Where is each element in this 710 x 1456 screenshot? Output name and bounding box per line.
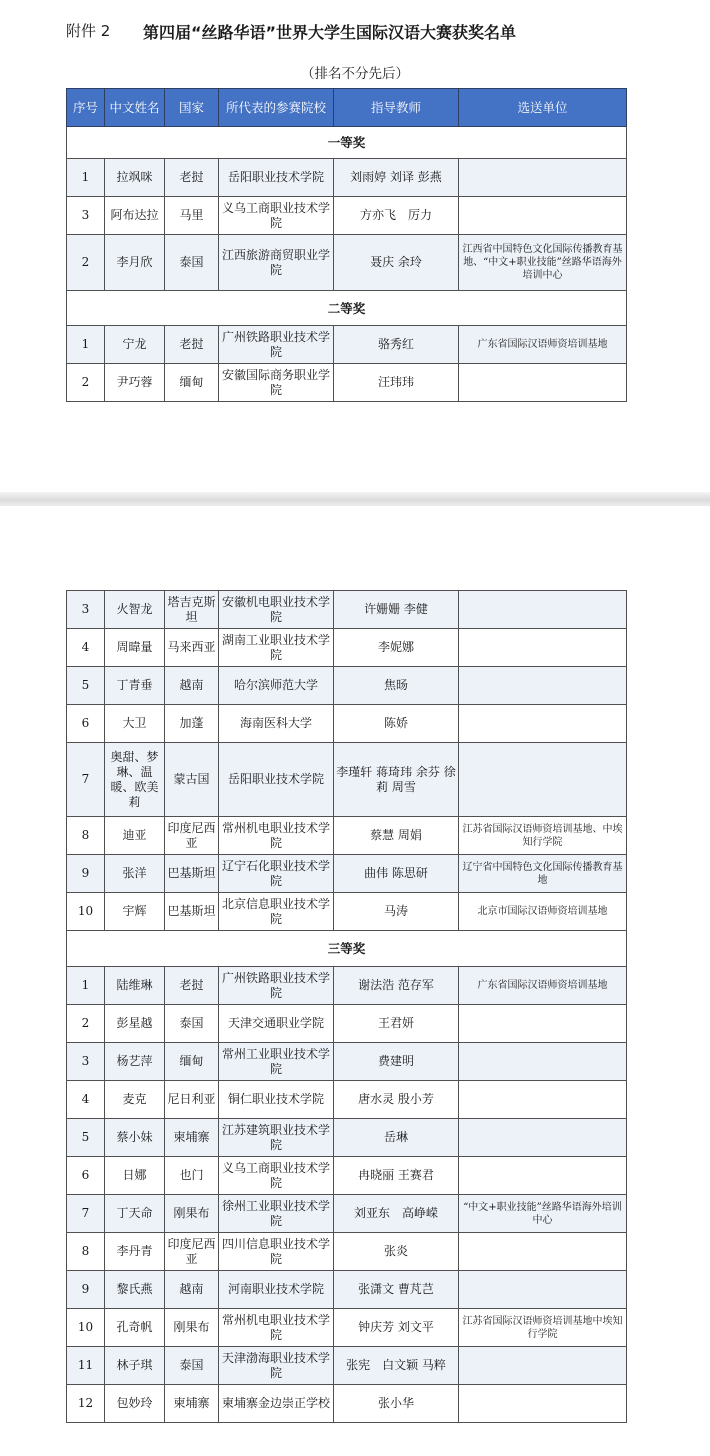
cell-no: 4 [67, 1081, 105, 1119]
table-row [67, 1385, 627, 1423]
cell-school: 江西旅游商贸职业学院 [219, 235, 334, 291]
cell-no: 4 [67, 629, 105, 667]
cell-no: 9 [67, 855, 105, 893]
cell-name: 麦克 [105, 1081, 165, 1119]
cell-teacher: 冉晓丽 王赛君 [334, 1157, 459, 1195]
prize-level-label: 三等奖 [67, 931, 627, 967]
table-row [67, 743, 627, 817]
section-header-row [67, 931, 627, 967]
cell-school: 安徽国际商务职业学院 [219, 364, 334, 402]
table-row [67, 159, 627, 197]
cell-no: 2 [67, 364, 105, 402]
cell-teacher: 谢法浩 范存军 [334, 967, 459, 1005]
cell-country: 缅甸 [165, 364, 219, 402]
cell-unit: 北京市国际汉语师资培训基地 [459, 893, 627, 931]
column-header-unit: 选送单位 [459, 89, 627, 127]
column-header-name: 中文姓名 [105, 89, 165, 127]
cell-unit: 江苏省国际汉语师资培训基地中埃知行学院 [459, 1309, 627, 1347]
cell-unit [459, 705, 627, 743]
cell-school: 岳阳职业技术学院 [219, 159, 334, 197]
cell-teacher: 岳琳 [334, 1119, 459, 1157]
cell-teacher: 许姗姗 李健 [334, 591, 459, 629]
cell-unit [459, 1385, 627, 1423]
column-header-country: 国家 [165, 89, 219, 127]
cell-teacher: 李妮娜 [334, 629, 459, 667]
cell-unit: “中文+职业技能”丝路华语海外培训中心 [459, 1195, 627, 1233]
cell-name: 大卫 [105, 705, 165, 743]
award-table-page-1 [66, 88, 627, 402]
cell-country: 越南 [165, 667, 219, 705]
cell-teacher: 费建明 [334, 1043, 459, 1081]
cell-school: 安徽机电职业技术学院 [219, 591, 334, 629]
cell-name: 拉飒咪 [105, 159, 165, 197]
cell-unit [459, 1043, 627, 1081]
cell-teacher: 钟庆芳 刘文平 [334, 1309, 459, 1347]
cell-no: 10 [67, 893, 105, 931]
cell-no: 2 [67, 1005, 105, 1043]
cell-teacher: 张潇文 曹芃芑 [334, 1271, 459, 1309]
cell-name: 丁青垂 [105, 667, 165, 705]
cell-no: 7 [67, 1195, 105, 1233]
cell-country: 印度尼西亚 [165, 817, 219, 855]
table-row [67, 1005, 627, 1043]
cell-school: 江苏建筑职业技术学院 [219, 1119, 334, 1157]
cell-no: 1 [67, 159, 105, 197]
cell-name: 蔡小妹 [105, 1119, 165, 1157]
document-title: 第四届“丝路华语”世界大学生国际汉语大赛获奖名单 [143, 23, 517, 42]
cell-name: 日娜 [105, 1157, 165, 1195]
cell-no: 2 [67, 235, 105, 291]
table-header-row [67, 89, 627, 127]
table-row [67, 1081, 627, 1119]
cell-school: 河南职业技术学院 [219, 1271, 334, 1309]
cell-name: 包妙玲 [105, 1385, 165, 1423]
cell-no: 7 [67, 743, 105, 817]
cell-no: 6 [67, 1157, 105, 1195]
cell-country: 马来西亚 [165, 629, 219, 667]
cell-teacher: 刘亚东 高峥嵘 [334, 1195, 459, 1233]
table-row [67, 235, 627, 291]
cell-name: 林子琪 [105, 1347, 165, 1385]
cell-school: 常州工业职业技术学院 [219, 1043, 334, 1081]
cell-name: 阿布达拉 [105, 197, 165, 235]
cell-teacher: 张宪 白文颖 马粹 [334, 1347, 459, 1385]
cell-unit: 辽宁省中国特色文化国际传播教育基地 [459, 855, 627, 893]
cell-school: 哈尔滨师范大学 [219, 667, 334, 705]
cell-teacher: 唐水灵 殷小芳 [334, 1081, 459, 1119]
cell-name: 李丹青 [105, 1233, 165, 1271]
cell-school: 广州铁路职业技术学院 [219, 326, 334, 364]
cell-teacher: 汪玮玮 [334, 364, 459, 402]
cell-unit [459, 1271, 627, 1309]
cell-school: 天津渤海职业技术学院 [219, 1347, 334, 1385]
cell-name: 丁天命 [105, 1195, 165, 1233]
cell-no: 11 [67, 1347, 105, 1385]
cell-unit [459, 1347, 627, 1385]
cell-country: 塔吉克斯坦 [165, 591, 219, 629]
cell-school: 北京信息职业技术学院 [219, 893, 334, 931]
cell-name: 宇辉 [105, 893, 165, 931]
cell-no: 3 [67, 591, 105, 629]
cell-country: 柬埔寨 [165, 1119, 219, 1157]
table-row [67, 326, 627, 364]
cell-teacher: 陈娇 [334, 705, 459, 743]
cell-unit: 广东省国际汉语师资培训基地 [459, 326, 627, 364]
cell-country: 刚果布 [165, 1195, 219, 1233]
table-row [67, 667, 627, 705]
table-row [67, 893, 627, 931]
cell-school: 岳阳职业技术学院 [219, 743, 334, 817]
cell-school: 湖南工业职业技术学院 [219, 629, 334, 667]
cell-unit [459, 197, 627, 235]
ranking-note: （排名不分先后） [301, 66, 409, 82]
column-header-school: 所代表的参赛院校 [219, 89, 334, 127]
cell-unit [459, 667, 627, 705]
cell-name: 奥甜、梦琳、温暖、欧美莉 [105, 743, 165, 817]
cell-school: 常州机电职业技术学院 [219, 1309, 334, 1347]
cell-unit [459, 743, 627, 817]
cell-country: 巴基斯坦 [165, 855, 219, 893]
cell-country: 蒙古国 [165, 743, 219, 817]
cell-teacher: 骆秀红 [334, 326, 459, 364]
section-header-row [67, 291, 627, 326]
cell-name: 尹巧蓉 [105, 364, 165, 402]
table-row [67, 197, 627, 235]
column-header-teacher: 指导教师 [334, 89, 459, 127]
cell-name: 李月欣 [105, 235, 165, 291]
cell-teacher: 聂庆 余玲 [334, 235, 459, 291]
cell-unit [459, 629, 627, 667]
cell-school: 铜仁职业技术学院 [219, 1081, 334, 1119]
cell-school: 义乌工商职业技术学院 [219, 197, 334, 235]
cell-teacher: 焦旸 [334, 667, 459, 705]
cell-country: 刚果布 [165, 1309, 219, 1347]
cell-unit: 江西省中国特色文化国际传播教育基地、“中文+职业技能”丝路华语海外培训中心 [459, 235, 627, 291]
cell-teacher: 方亦飞 厉力 [334, 197, 459, 235]
cell-teacher: 张小华 [334, 1385, 459, 1423]
table-row [67, 817, 627, 855]
table-row [67, 705, 627, 743]
cell-teacher: 曲伟 陈思研 [334, 855, 459, 893]
cell-name: 陆维琳 [105, 967, 165, 1005]
cell-teacher: 蔡慧 周娟 [334, 817, 459, 855]
cell-name: 周暐量 [105, 629, 165, 667]
cell-name: 杨艺萍 [105, 1043, 165, 1081]
cell-unit [459, 1081, 627, 1119]
cell-no: 6 [67, 705, 105, 743]
document-page-1 [0, 0, 710, 492]
cell-country: 老挝 [165, 159, 219, 197]
prize-level-label: 一等奖 [67, 127, 627, 159]
cell-school: 柬埔寨金边崇正学校 [219, 1385, 334, 1423]
cell-name: 张洋 [105, 855, 165, 893]
document-page-2 [0, 506, 710, 1456]
table-row [67, 1119, 627, 1157]
cell-teacher: 刘雨婷 刘译 彭燕 [334, 159, 459, 197]
cell-school: 广州铁路职业技术学院 [219, 967, 334, 1005]
cell-country: 老挝 [165, 967, 219, 1005]
table-row [67, 591, 627, 629]
cell-country: 老挝 [165, 326, 219, 364]
table-row [67, 1195, 627, 1233]
cell-country: 加蓬 [165, 705, 219, 743]
cell-school: 徐州工业职业技术学院 [219, 1195, 334, 1233]
cell-country: 泰国 [165, 235, 219, 291]
cell-unit [459, 1157, 627, 1195]
cell-no: 3 [67, 197, 105, 235]
award-table-page-2 [66, 590, 627, 1423]
table-row [67, 855, 627, 893]
table-row [67, 364, 627, 402]
cell-name: 黎氏燕 [105, 1271, 165, 1309]
table-row [67, 1309, 627, 1347]
cell-name: 宁龙 [105, 326, 165, 364]
table-row [67, 1157, 627, 1195]
table-row [67, 1043, 627, 1081]
cell-unit [459, 364, 627, 402]
cell-school: 辽宁石化职业技术学院 [219, 855, 334, 893]
section-header-row [67, 127, 627, 159]
cell-unit [459, 159, 627, 197]
table-row [67, 1347, 627, 1385]
cell-country: 尼日利亚 [165, 1081, 219, 1119]
cell-school: 四川信息职业技术学院 [219, 1233, 334, 1271]
cell-school: 海南医科大学 [219, 705, 334, 743]
cell-country: 泰国 [165, 1347, 219, 1385]
table-row [67, 967, 627, 1005]
cell-no: 12 [67, 1385, 105, 1423]
prize-level-label: 二等奖 [67, 291, 627, 326]
cell-country: 泰国 [165, 1005, 219, 1043]
table-row [67, 629, 627, 667]
cell-country: 印度尼西亚 [165, 1233, 219, 1271]
cell-no: 5 [67, 667, 105, 705]
cell-unit [459, 1005, 627, 1043]
cell-name: 迪亚 [105, 817, 165, 855]
page-gap [0, 492, 710, 506]
cell-name: 火智龙 [105, 591, 165, 629]
column-header-no: 序号 [67, 89, 105, 127]
cell-name: 彭星越 [105, 1005, 165, 1043]
cell-teacher: 王君妍 [334, 1005, 459, 1043]
table-row [67, 1233, 627, 1271]
cell-no: 3 [67, 1043, 105, 1081]
cell-country: 马里 [165, 197, 219, 235]
cell-unit: 江苏省国际汉语师资培训基地、中埃知行学院 [459, 817, 627, 855]
cell-school: 天津交通职业学院 [219, 1005, 334, 1043]
cell-unit [459, 591, 627, 629]
annex-label: 附件 2 [66, 22, 111, 40]
cell-unit: 广东省国际汉语师资培训基地 [459, 967, 627, 1005]
table-row [67, 1271, 627, 1309]
cell-no: 5 [67, 1119, 105, 1157]
cell-no: 10 [67, 1309, 105, 1347]
cell-name: 孔奇帆 [105, 1309, 165, 1347]
cell-no: 1 [67, 326, 105, 364]
cell-school: 常州机电职业技术学院 [219, 817, 334, 855]
cell-school: 义乌工商职业技术学院 [219, 1157, 334, 1195]
cell-teacher: 张炎 [334, 1233, 459, 1271]
cell-no: 8 [67, 817, 105, 855]
cell-country: 柬埔寨 [165, 1385, 219, 1423]
cell-country: 也门 [165, 1157, 219, 1195]
cell-country: 越南 [165, 1271, 219, 1309]
cell-no: 8 [67, 1233, 105, 1271]
cell-unit [459, 1119, 627, 1157]
cell-teacher: 马涛 [334, 893, 459, 931]
cell-no: 9 [67, 1271, 105, 1309]
cell-country: 缅甸 [165, 1043, 219, 1081]
cell-unit [459, 1233, 627, 1271]
cell-country: 巴基斯坦 [165, 893, 219, 931]
cell-teacher: 李瑾轩 蒋琦玮 余芬 徐莉 周雪 [334, 743, 459, 817]
cell-no: 1 [67, 967, 105, 1005]
